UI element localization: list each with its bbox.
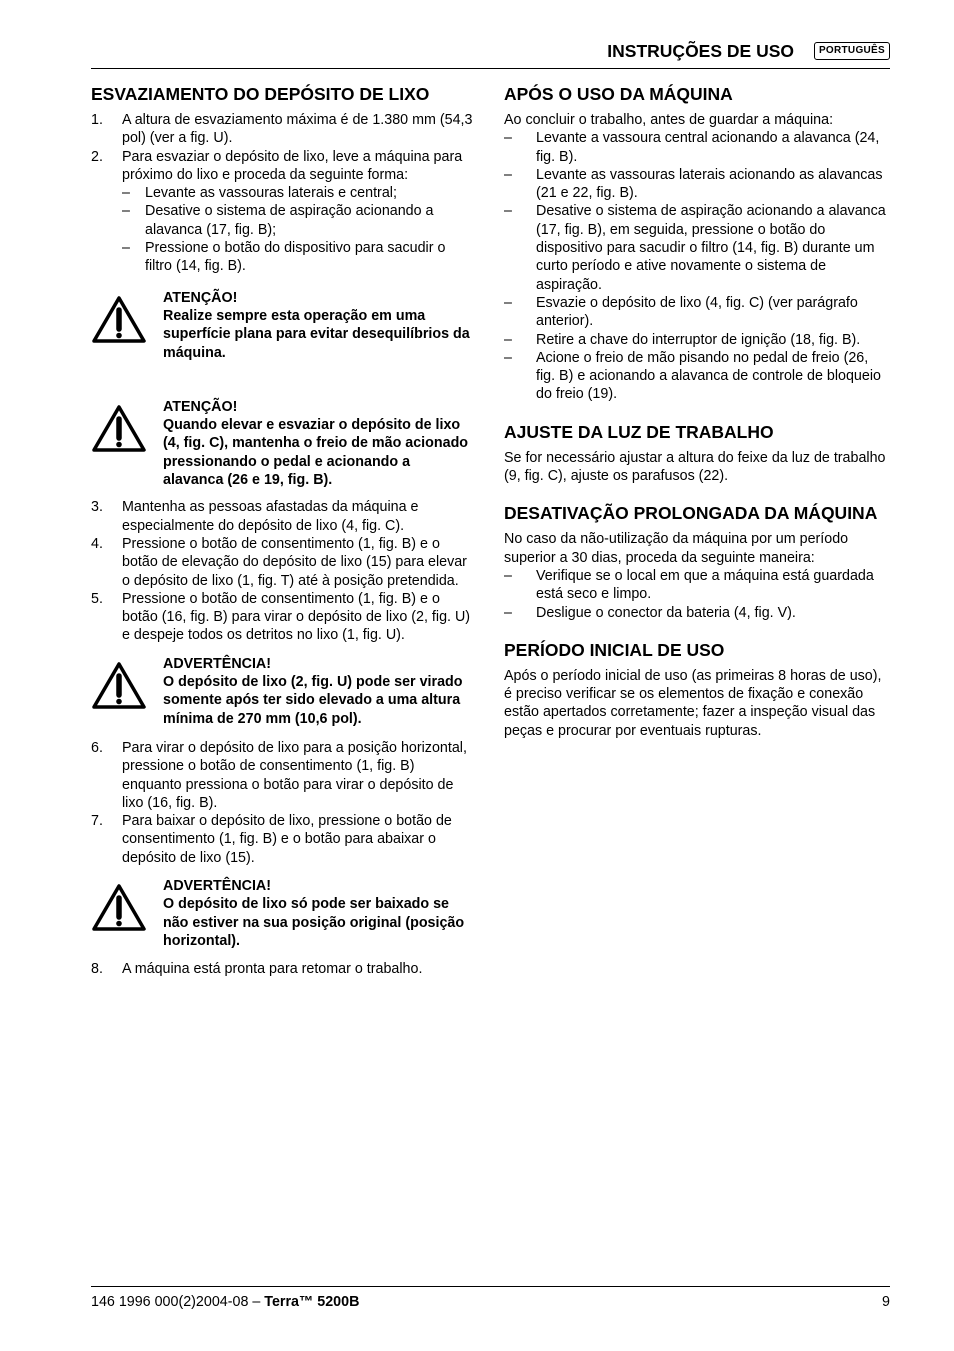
page-header (91, 38, 890, 69)
warning-triangle-icon (91, 398, 163, 489)
warning-body: Realize sempre esta operação em uma superfície plana para evitar desequilíbrios da máquina. (163, 307, 470, 361)
section-heading: PERÍODO INICIAL DE USO (504, 639, 725, 660)
warning-box (91, 877, 474, 950)
item-text: Para baixar o depósito de lixo, pressione o botão de consentimento (1, fig. B) e o botão para abaixar o depósito de lixo (15). (122, 813, 452, 866)
item-text: Retire a chave do interruptor de ignição (18, fig. B). (536, 331, 861, 348)
right-column (504, 84, 890, 740)
list-item (91, 739, 474, 812)
sub-item-text: Pressione o botão do dispositivo para sacudir o filtro (14, fig. B). (145, 240, 446, 275)
list-item (91, 812, 474, 867)
sub-list-item (122, 202, 474, 239)
item-number: 8. (91, 961, 103, 978)
dash-bullet: – (504, 203, 512, 220)
warning-title: ADVERTÊNCIA! (163, 877, 272, 894)
warning-box (91, 398, 474, 489)
item-text: Desative o sistema de aspiração acionando a alavanca (17, fig. B), em seguida, pressione o botão do dispositivo para sacudir o filtro (14, fig. B) durante um curto período e ative novamente o sistema de aspiração. (536, 203, 886, 293)
dash-bullet: – (504, 130, 512, 147)
warning-box (91, 655, 474, 728)
item-text: Mantenha as pessoas afastadas da máquina e especialmente do depósito de lixo (4, fig. C). (122, 499, 419, 534)
list-item (91, 111, 474, 148)
item-number: 3. (91, 499, 103, 516)
warning-body: O depósito de lixo só pode ser baixado se não estiver na sua posição original (posição horizontal). (163, 896, 465, 949)
dash-bullet: – (122, 203, 130, 220)
paragraph: Se for necessário ajustar a altura do feixe da luz de trabalho (9, fig. C), ajuste os parafusos (22). (504, 449, 886, 485)
warning-triangle-icon (91, 289, 163, 362)
list-item (504, 331, 890, 349)
warning-text (163, 398, 474, 489)
header-title: INSTRUÇÕES DE USO (607, 41, 794, 61)
footer-doc-code: 146 1996 000(2)2004-08 – (91, 1294, 265, 1310)
list-item (91, 535, 474, 590)
warning-triangle-icon (91, 655, 163, 728)
item-text: Levante as vassouras laterais acionando as alavancas (21 e 22, fig. B). (536, 166, 883, 202)
item-text: Para virar o depósito de lixo para a posição horizontal, pressione o botão de consentimento (1, fig. B) enquanto pressiona o botão para virar o depósito de lixo (16, fig. B). (122, 739, 467, 811)
item-number: 2. (91, 148, 103, 165)
warning-body: O depósito de lixo (2, fig. U) pode ser virado somente após ter sido elevado a uma altura mínima de 270 mm (10,6 pol). (163, 674, 463, 727)
warning-box (91, 289, 474, 362)
dash-bullet: – (504, 166, 512, 183)
dash-bullet: – (504, 331, 512, 348)
warning-title: ADVERTÊNCIA! (163, 655, 272, 672)
list-item (504, 202, 890, 293)
sub-list-item (122, 184, 474, 202)
warning-title: ATENÇÃO! (163, 398, 238, 415)
list-item (91, 590, 474, 645)
warning-text (163, 289, 474, 362)
item-text: A máquina está pronta para retomar o trabalho. (122, 961, 423, 978)
list-item (91, 148, 474, 185)
dash-bullet: – (122, 185, 130, 202)
item-number: 7. (91, 813, 103, 830)
sub-item-text: Desative o sistema de aspiração acionando a alavanca (17, fig. B); (145, 203, 434, 238)
dash-bullet: – (504, 567, 512, 584)
dash-bullet: – (122, 240, 130, 257)
left-column (91, 84, 474, 978)
page-footer (91, 1286, 890, 1310)
list-item (504, 349, 890, 404)
paragraph: Ao concluir o trabalho, antes de guardar a máquina: (504, 112, 834, 128)
item-text: A altura de esvaziamento máxima é de 1.380 mm (54,3 pol) (ver a fig. U). (122, 112, 473, 147)
paragraph: Após o período inicial de uso (as primeiras 8 horas de uso), é preciso verificar se os elementos de fixação e conexão estão apertados corretamente; fazer a inspeção visual das peças e procurar por eventuais rupturas. (504, 667, 882, 739)
item-text: Desligue o conector da bateria (4, fig. V). (536, 604, 796, 621)
dash-bullet: – (504, 604, 512, 621)
item-number: 4. (91, 535, 103, 552)
list-item (91, 960, 474, 978)
item-text: Para esvaziar o depósito de lixo, leve a máquina para próximo do lixo e proceda da seguinte forma: (122, 148, 463, 183)
item-text: Levante a vassoura central acionando a alavanca (24, fig. B). (536, 130, 880, 165)
footer-doc-info (91, 1293, 359, 1311)
item-number: 1. (91, 112, 103, 128)
item-text: Pressione o botão de consentimento (1, fig. B) e o botão (16, fig. B) para virar o depósito de lixo (2, fig. U) e despeje todos os detritos no lixo (1, fig. U). (122, 590, 471, 644)
list-item (91, 498, 474, 535)
dash-bullet: – (504, 294, 512, 311)
list-item (504, 604, 890, 622)
section-heading: DESATIVAÇÃO PROLONGADA DA MÁQUINA (504, 503, 878, 524)
list-item (504, 129, 890, 166)
item-number: 5. (91, 590, 103, 607)
paragraph: No caso da não-utilização da máquina por um período superior a 30 dias, proceda da seguinte maneira: (504, 531, 849, 566)
language-badge: PORTUGUÊS (814, 42, 890, 60)
item-text: Pressione o botão de consentimento (1, fig. B) e o botão de elevação do depósito de lixo (15) para elevar o depósito de lixo (1, fig. T) até à posição pretendida. (122, 535, 467, 589)
warning-body: Quando elevar e esvaziar o depósito de lixo (4, fig. C), mantenha o freio de mão acionado pressionando o pedal e acionando a alavanca (26 e 19, fig. B). (163, 417, 469, 489)
page-number: 9 (882, 1294, 890, 1310)
list-item (504, 166, 890, 203)
dash-bullet: – (504, 349, 512, 366)
warning-text (163, 877, 474, 950)
warning-triangle-icon (91, 877, 163, 950)
footer-product: Terra™ 5200B (264, 1294, 360, 1310)
section-heading: ESVAZIAMENTO DO DEPÓSITO DE LIXO (91, 84, 430, 104)
item-number: 6. (91, 739, 103, 756)
list-item (504, 294, 890, 331)
item-text: Esvazie o depósito de lixo (4, fig. C) (ver parágrafo anterior). (536, 294, 858, 330)
warning-text (163, 655, 474, 728)
sub-list-item (122, 239, 474, 276)
list-item (504, 567, 890, 604)
section-heading: AJUSTE DA LUZ DE TRABALHO (504, 421, 774, 442)
item-text: Acione o freio de mão pisando no pedal de freio (26, fig. B) e acionando a alavanca de controle de bloqueio do freio (19). (536, 349, 881, 403)
section-heading: APÓS O USO DA MÁQUINA (504, 84, 733, 104)
warning-title: ATENÇÃO! (163, 289, 238, 306)
sub-item-text: Levante as vassouras laterais e central; (145, 185, 397, 202)
item-text: Verifique se o local em que a máquina está guardada está seco e limpo. (536, 567, 874, 603)
